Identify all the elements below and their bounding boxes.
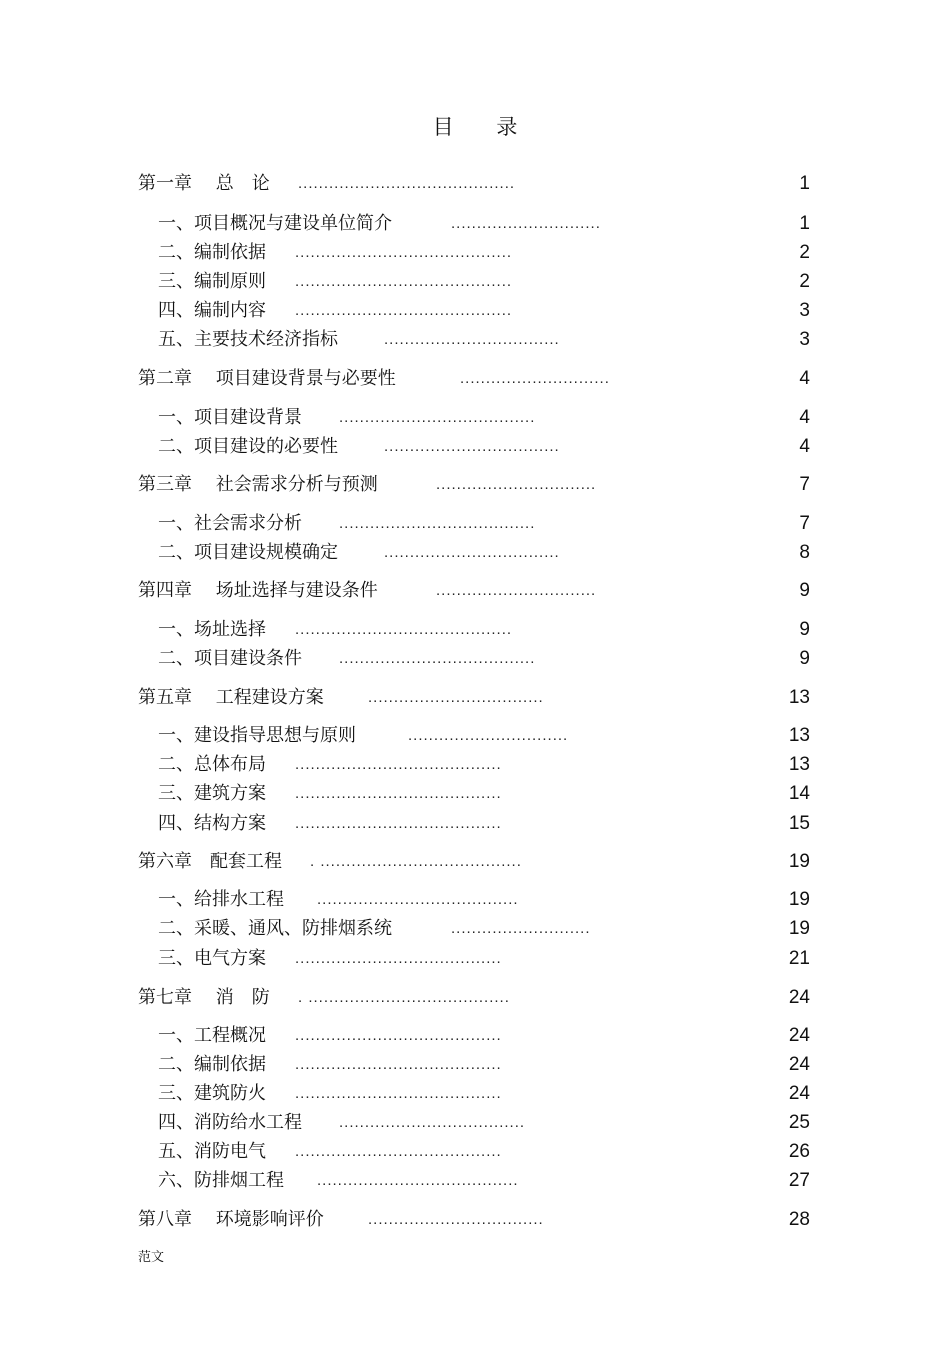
toc-entry-title: 第七章 消 防 <box>138 987 270 1008</box>
toc-section-entry[interactable] <box>138 946 810 972</box>
toc-entry-title: 一、项目概况与建设单位简介 <box>158 213 392 234</box>
toc-page-number: 3 <box>799 329 810 350</box>
toc-page-number: 24 <box>788 1054 810 1075</box>
toc-dot-leader: ........................................ <box>295 950 502 967</box>
toc-dot-leader: ....................................... <box>317 1172 519 1189</box>
toc-entry-title: 三、建筑防火 <box>158 1083 266 1104</box>
toc-section-entry[interactable] <box>138 1168 810 1194</box>
toc-entry-title: 二、项目建设的必要性 <box>158 436 338 457</box>
toc-page-number: 21 <box>788 948 810 969</box>
toc-entry-title: 第六章 配套工程 <box>138 851 282 872</box>
toc-page-number: 2 <box>799 242 810 263</box>
toc-chapter-entry[interactable] <box>138 685 810 711</box>
toc-page-number: 9 <box>799 619 810 640</box>
toc-page-number: 24 <box>788 1025 810 1046</box>
toc-dot-leader: .................................. <box>368 1211 544 1228</box>
toc-section-entry[interactable] <box>138 1023 810 1049</box>
toc-page-number: 19 <box>788 851 810 872</box>
toc-section-entry[interactable] <box>138 1052 810 1078</box>
toc-dot-leader: .................................. <box>368 689 544 706</box>
toc-page-number: 15 <box>788 813 810 834</box>
toc-section-entry[interactable] <box>138 434 810 460</box>
toc-dot-leader: .......................................... <box>295 302 513 319</box>
toc-chapter-entry[interactable] <box>138 1207 810 1233</box>
toc-page-number: 25 <box>788 1112 810 1133</box>
toc-dot-leader: ...................................... <box>339 650 536 667</box>
toc-section-entry[interactable] <box>138 617 810 643</box>
toc-page-number: 1 <box>799 173 810 194</box>
toc-page-number: 13 <box>788 754 810 775</box>
toc-page-number: 4 <box>799 368 810 389</box>
toc-dot-leader: ........................................ <box>295 815 502 832</box>
toc-section-entry[interactable] <box>138 405 810 431</box>
toc-dot-leader: ............................... <box>436 476 597 493</box>
toc-entry-title: 二、项目建设规模确定 <box>158 542 338 563</box>
toc-dot-leader: ............................. <box>451 215 601 232</box>
toc-section-entry[interactable] <box>138 781 810 807</box>
toc-chapter-entry[interactable] <box>138 985 810 1011</box>
toc-dot-leader: ........................................ <box>295 1085 502 1102</box>
toc-entry-title: 第八章 环境影响评价 <box>138 1209 324 1230</box>
toc-page-number: 9 <box>799 580 810 601</box>
toc-dot-leader: .................................. <box>384 331 560 348</box>
toc-section-entry[interactable] <box>138 1139 810 1165</box>
toc-dot-leader: ............................. <box>460 370 610 387</box>
toc-dot-leader: .......................................... <box>295 621 513 638</box>
toc-dot-leader: ........................................ <box>295 756 502 773</box>
toc-page-number: 19 <box>788 918 810 939</box>
toc-dot-leader: .................................. <box>384 544 560 561</box>
toc-entry-title: 第四章 场址选择与建设条件 <box>138 580 378 601</box>
toc-section-entry[interactable] <box>138 752 810 778</box>
toc-entry-title: 二、编制依据 <box>158 1054 266 1075</box>
toc-entry-title: 第一章 总 论 <box>138 173 270 194</box>
toc-chapter-entry[interactable] <box>138 366 810 392</box>
toc-dot-leader: .................................... <box>339 1114 526 1131</box>
toc-chapter-entry[interactable] <box>138 849 810 875</box>
toc-page-number: 27 <box>788 1170 810 1191</box>
toc-section-entry[interactable] <box>138 811 810 837</box>
toc-page-number: 24 <box>788 987 810 1008</box>
toc-entry-title: 二、项目建设条件 <box>158 648 302 669</box>
toc-entry-title: 二、编制依据 <box>158 242 266 263</box>
toc-page-number: 24 <box>788 1083 810 1104</box>
toc-entry-title: 三、建筑方案 <box>158 783 266 804</box>
toc-entry-title: 三、编制原则 <box>158 271 266 292</box>
toc-page-number: 28 <box>788 1209 810 1230</box>
footer-text: 范文 <box>138 1250 165 1265</box>
toc-chapter-entry[interactable] <box>138 472 810 498</box>
toc-section-entry[interactable] <box>138 240 810 266</box>
toc-section-entry[interactable] <box>138 540 810 566</box>
toc-dot-leader: ...................................... <box>339 409 536 426</box>
toc-section-entry[interactable] <box>138 211 810 237</box>
toc-page-number: 13 <box>788 725 810 746</box>
toc-page-number: 1 <box>799 213 810 234</box>
toc-page-number: 7 <box>799 474 810 495</box>
toc-entry-title: 一、建设指导思想与原则 <box>158 725 356 746</box>
toc-dot-leader: ....................................... <box>317 891 519 908</box>
toc-entry-title: 一、社会需求分析 <box>158 513 302 534</box>
toc-entry-title: 一、给排水工程 <box>158 889 284 910</box>
toc-section-entry[interactable] <box>138 511 810 537</box>
toc-entry-title: 三、电气方案 <box>158 948 266 969</box>
toc-dot-leader: . ....................................... <box>298 989 510 1006</box>
toc-section-entry[interactable] <box>138 887 810 913</box>
toc-entry-title: 一、场址选择 <box>158 619 266 640</box>
toc-page-number: 2 <box>799 271 810 292</box>
toc-dot-leader: ...................................... <box>339 515 536 532</box>
toc-entry-title: 四、结构方案 <box>158 813 266 834</box>
toc-page-number: 7 <box>799 513 810 534</box>
toc-section-entry[interactable] <box>138 916 810 942</box>
toc-dot-leader: .......................................... <box>298 175 516 192</box>
toc-page-number: 19 <box>788 889 810 910</box>
toc-dot-leader: .......................................... <box>295 273 513 290</box>
toc-page-number: 13 <box>788 687 810 708</box>
toc-entry-title: 二、总体布局 <box>158 754 266 775</box>
toc-page-number: 4 <box>799 407 810 428</box>
toc-section-entry[interactable] <box>138 723 810 749</box>
toc-section-entry[interactable] <box>138 646 810 672</box>
toc-page-number: 8 <box>799 542 810 563</box>
toc-entry-title: 一、项目建设背景 <box>158 407 302 428</box>
toc-chapter-entry[interactable] <box>138 578 810 604</box>
toc-entry-title: 五、主要技术经济指标 <box>158 329 338 350</box>
toc-page-number: 14 <box>788 783 810 804</box>
toc-section-entry[interactable] <box>138 269 810 295</box>
toc-page-number: 9 <box>799 648 810 669</box>
toc-entry-title: 第二章 项目建设背景与必要性 <box>138 368 396 389</box>
toc-entry-title: 第五章 工程建设方案 <box>138 687 324 708</box>
toc-section-entry[interactable] <box>138 1110 810 1136</box>
toc-dot-leader: ........................................ <box>295 1056 502 1073</box>
toc-section-entry[interactable] <box>138 298 810 324</box>
toc-dot-leader: ............................... <box>436 582 597 599</box>
toc-chapter-entry[interactable] <box>138 171 810 197</box>
toc-dot-leader: ........................................ <box>295 1143 502 1160</box>
toc-entry-title: 一、工程概况 <box>158 1025 266 1046</box>
toc-dot-leader: .......................................... <box>295 244 513 261</box>
toc-dot-leader: ........................... <box>451 920 591 937</box>
page-title: 目 录 <box>432 115 536 139</box>
toc-entry-title: 六、防排烟工程 <box>158 1170 284 1191</box>
toc-dot-leader: ........................................ <box>295 785 502 802</box>
toc-entry-title: 五、消防电气 <box>158 1141 266 1162</box>
toc-page-number: 3 <box>799 300 810 321</box>
toc-entry-title: 第三章 社会需求分析与预测 <box>138 474 378 495</box>
toc-section-entry[interactable] <box>138 1081 810 1107</box>
toc-dot-leader: .................................. <box>384 438 560 455</box>
toc-entry-title: 二、采暖、通风、防排烟系统 <box>158 918 392 939</box>
toc-dot-leader: ............................... <box>408 727 569 744</box>
toc-entry-title: 四、编制内容 <box>158 300 266 321</box>
toc-entry-title: 四、消防给水工程 <box>158 1112 302 1133</box>
toc-dot-leader: ........................................ <box>295 1027 502 1044</box>
toc-page-number: 4 <box>799 436 810 457</box>
toc-page-number: 26 <box>788 1141 810 1162</box>
toc-dot-leader: . ....................................... <box>310 853 522 870</box>
toc-section-entry[interactable] <box>138 327 810 353</box>
